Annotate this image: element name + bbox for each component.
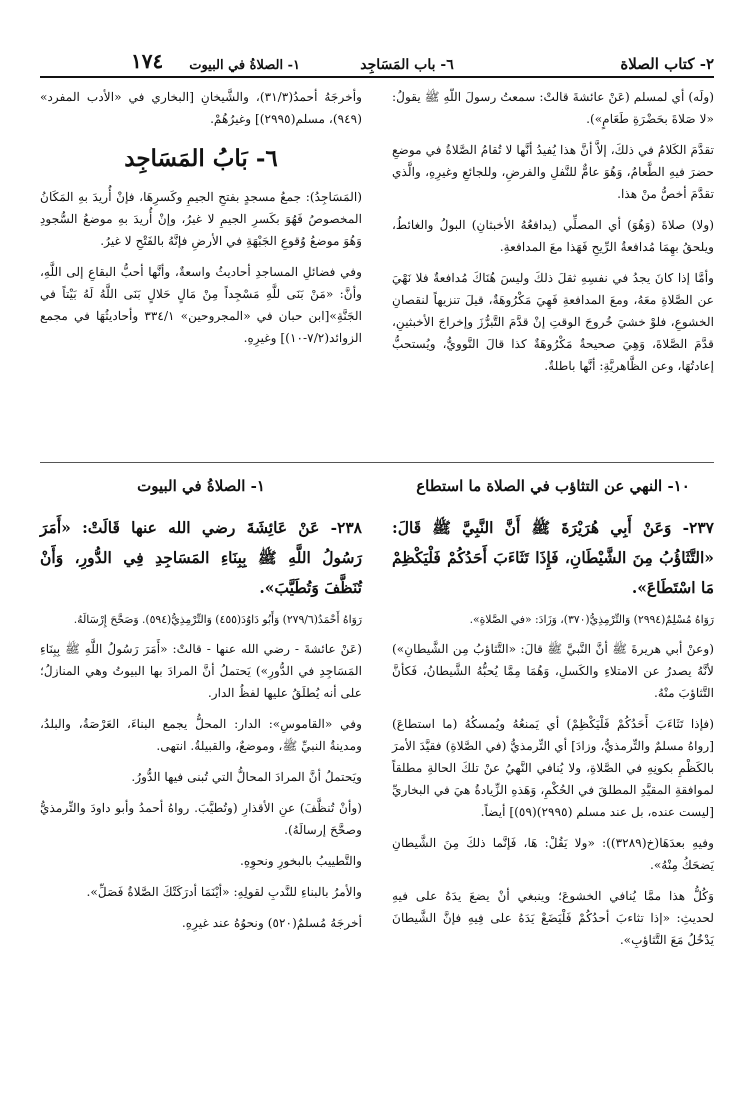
column-divider	[40, 462, 714, 463]
section-title: ١- الصلاةُ في البيوت	[189, 58, 300, 73]
hadith-reference: رَوَاهُ أَحْمَدُ(٢٧٩/٦) وَأَبُو دَاوُدَ(٤٥٥) وَالتِّرْمِذِيُّ(٥٩٤). وَصَحَّحَ إِرْسَالَهُ.	[73, 613, 362, 626]
paragraph: وأخرجَهُ أحمدُ(٣١/٣)، والشَّيخانِ [البخاري في «الأدب المفرد» (٩٤٩)، مسلم(٢٩٩٥)] وغيرُهُمْ.	[40, 90, 362, 126]
hadith-reference: رَوَاهُ مُسْلِمٌ(٢٩٩٤) وَالتِّرْمِذِيُّ(٣٧٠)، وَزَادَ: «في الصَّلاةِ».	[469, 613, 714, 626]
left-column-top	[40, 86, 362, 358]
paragraph: (ولَه) أي لمسلم (عَنْ عائشةَ قالتْ: سمعتُ رسولَ اللّهِ ﷺ يقولُ: «لا صَلاةَ بحَضْرَةِ طَعَامٍ»).	[392, 90, 714, 126]
header-left	[40, 49, 300, 73]
paragraph: ويَحتملُ أنَّ المرادَ المحالُّ التي تُبنى فيها الدُّورُ.	[131, 770, 362, 784]
paragraph: (وعنْ أبي هريرةَ ﷺ أنَّ النَّبيَّ ﷺ قالَ: «التَّثاؤبُ مِن الشَّيطانِ») لأنَّهُ يصدرُ عن الامتلاءِ والكَسلِ، وَهُمَا مِمَّا يُحبُّهُ الشَّيطانُ، فَكأنَّ التَّثاؤبَ منْهُ.	[392, 642, 714, 700]
paragraph: (المَسَاجِدُ): جمعُ مسجدٍ بفتحِ الجيمِ وكَسرِهَا، فإنْ أُريدَ بهِ المَكَانُ المخصوصُ فَهُوَ بكَسرِ الجيمِ لا غيرُ، وإنْ أُريدَ بهِ موضعُ السُّجودِ وَهُوَ موضعُ وُقوعِ الجَبْهَةِ في الأرضِ فإنَّهُ بالفَتْحِ لا غيرُ.	[40, 190, 362, 248]
paragraph: (عَنْ عائشةَ - رضي الله عنها - قالتْ: «أَمَرَ رَسُولُ اللَّهِ ﷺ بِبِنَاءِ المَسَاجِدِ في الدُّورِ») يَحتملُ أنَّ المرادَ بها البيوتُ وهي المنازلُ؛ على أنه يُطلَقُ عليها لفظُ الدار.	[40, 642, 362, 700]
paragraph: والتَّطييبُ بالبخورِ ونحوِهِ.	[240, 854, 362, 868]
paragraph: وفيهِ بعدَهَا(خ(٣٢٨٩)): «ولا يَقُلْ: هَا، فَإنَّما ذلكَ مِنَ الشَّيطانِ يَضحَكُ مِنْهُ».	[392, 836, 714, 872]
section-heading: ١٠- النهي عن التثاؤب في الصلاة ما استطاع	[416, 477, 690, 495]
paragraph: وَكُلُّ هذا ممَّا يُنافي الخشوعَ؛ وينبغي أنْ يضعَ يدَهُ على فيهِ لحديثِ: «إذا تثاءبَ أحدُكُمْ فَلْيَضَعْ يَدَهُ على فِيهِ فإنَّ الشَّيطانَ يَدْخُلُ مَعَ التَّثاؤبِ».	[392, 889, 714, 947]
paragraph: (وأنْ تُنظَّفَ) عنِ الأقذارِ (وتُطيَّبَ. رواهُ أحمدُ وأبو داودَ والتِّرمذيُّ وصحَّحَ إرسالَهُ).	[40, 801, 362, 837]
right-column-bottom	[392, 475, 714, 960]
paragraph: وأمَّا إذا كانَ يجدُ في نفسِهِ ثقلَ ذلكَ وليسَ هُنَاكَ مُدافعةٌ فلا نَهْيَ عن الصَّلاةِ معَهُ، ومعَ المدافعةِ فَهِيَ مَكْرُوهَةٌ، قيلَ تنزيهاً لنقصانِ الخشوعِ، فلوْ خشيَ خُروجَ الوقتِ إنْ قدَّمَ التَّبرُّزَ وإخراجَ الأخبثينِ، قدَّمَ الصَّلاةَ، وَهِيَ صحيحةٌ مَكْرُوهَةٌ كذا قالَ النَّوويُّ، ويُستحبُّ إعادتُهَا، وعن الظَّاهريَّةِ: أنَّها باطلةٌ.	[392, 271, 714, 373]
hadith-text: ٢٣٧- وَعَنْ أَبِي هُرَيْرَةَ ﷺ أَنَّ النَّبِيَّ ﷺ قَالَ: «التَّثَاؤُبُ مِنَ الشَّيْطَانِ، فَإِذَا تَثَاءَبَ أَحَدُكُمْ فَلْيَكْظِمْ مَا اسْتَطَاعَ».	[392, 518, 714, 597]
paragraph: (فإذا تَثَاءَبَ أَحَدُكُمْ فَلْيَكْظِمْ) أي يَمنعُهُ ويُمسكُهُ (ما استطاعَ) [رواهُ مسلمٌ والتِّرمذيُّ، وزادَ] أي التِّرمذيُّ (في الصَّلاةِ) فقيَّدَ الأمرَ بالكَظْمِ بكونِهِ في الصَّلاةِ، ولا يُنافي النَّهيُ عنْ تلكَ الحالةِ مطلقاً لموافقةِ المقيَّدِ المطلقَ في الحُكْمِ، وَهَذهِ الزِّيادةُ هيَ في البخاريِّ [ليست عنده، بل عند مسلم (٢٩٩٥)(٥٩)] أيضاً.	[392, 717, 714, 819]
paragraph: (ولا) صلاةَ (وَهُوَ) أي المصلِّي (يدافعُهُ الأخبثانِ) البولُ والغائطُ، ويلحقُ بهِمَا مُدافعةُ الرِّيحِ فَهَذا معَ المدافعةِ.	[392, 218, 714, 254]
paragraph: وفي فضائلِ المساجدِ أحاديثُ واسعةٌ، وأنَّها أحبُّ البقاعِ إلى اللَّهِ، وأنَّ: «مَنْ بَنَى للَّهِ مَسْجِداً مِنْ مَالٍ حَلالٍ بَنَى اللَّهُ لَهُ بَيْتاً في الجَنَّةِ»[ابن حبان في «المجروحين» ٣٣٤/١ وأحاديثُهَا في مجمع الزوائد(٧/٢-١٠)] وغيرِهِ.	[40, 265, 362, 345]
page-number: ١٧٤	[130, 49, 164, 73]
book-title: ٢- كتاب الصلاة	[620, 55, 714, 73]
paragraph: وفي «القاموسِ»: الدار: المحلُّ يجمع البناءَ، العَرْصَةُ، والبلدُ، ومدينةُ النبيِّ ﷺ، وموضعٌ، والقبيلةُ. انتهى.	[40, 717, 362, 753]
left-column-bottom	[40, 475, 362, 943]
page-header	[40, 49, 714, 78]
right-column-top	[392, 86, 714, 386]
paragraph: والأمرُ بالبناءِ للنَّدبِ لقولِهِ: «أيْنَمَا أدرَكَتْكَ الصَّلاةُ فَصَلِّ».	[86, 885, 362, 899]
chapter-heading: ٦- بَابُ المَسَاجِد	[124, 145, 278, 172]
hadith-text: ٢٣٨- عَنْ عَائِشَةَ رضي الله عنها قَالَتْ: «أَمَرَ رَسُولُ اللَّهِ ﷺ بِبِنَاءِ المَسَاجِدِ فِي الدُّورِ، وَأَنْ تُنَظَّفَ وَتُطَيَّبَ».	[40, 518, 362, 597]
paragraph: أخرجَهُ مُسلمٌ(٥٢٠) ونحوُهُ عند غيرِهِ.	[181, 916, 362, 930]
section-heading: ١- الصلاةُ في البيوت	[137, 477, 265, 495]
paragraph: تقدَّمَ الكَلامُ في ذلكَ، إلاَّ أنَّ هذا يُفيدُ أنَّها لا تُقامُ الصَّلاةُ في موضعِ حضرَ فيهِ الطَّعامُ، وَهُوَ عامٌّ للنَّفلِ والفرضِ، وللجائعِ وغيرِهِ، والَّذي تقدَّمَ أخصُّ منْ هذا.	[392, 143, 714, 201]
chapter-title: ٦- باب المَسَاجِد	[360, 57, 454, 73]
